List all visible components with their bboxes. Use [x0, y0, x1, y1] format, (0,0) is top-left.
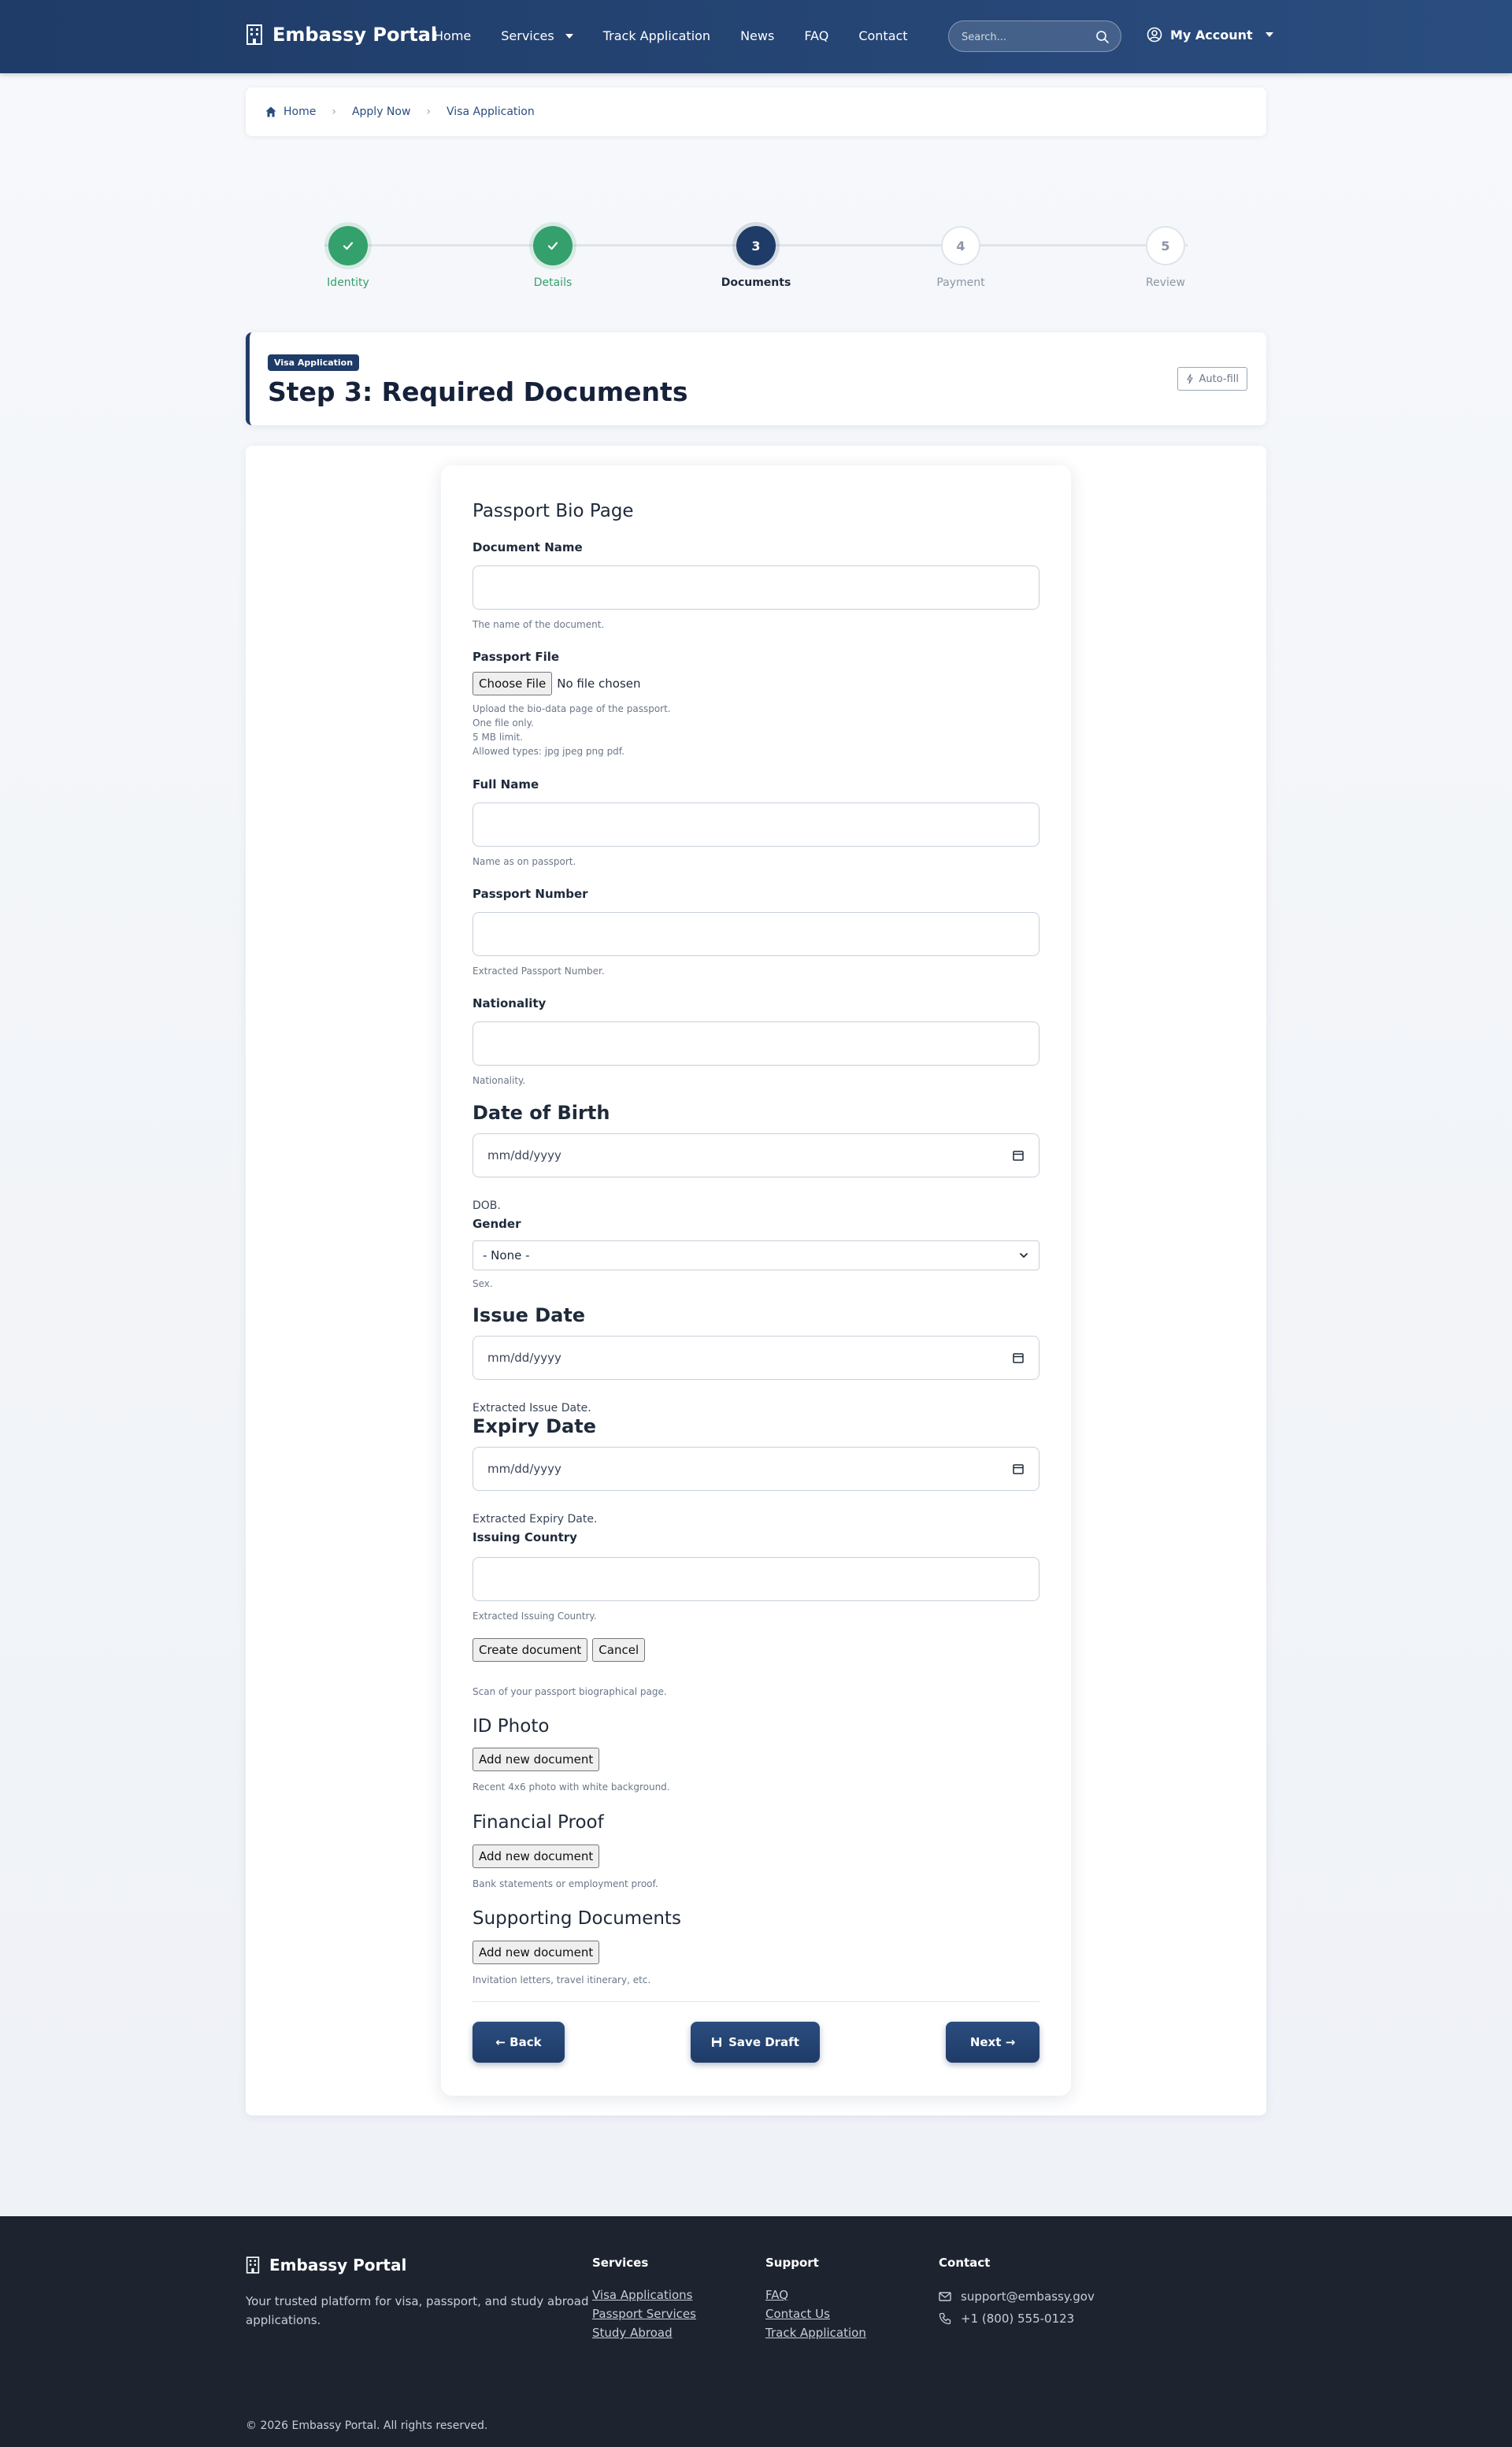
id-photo-title: ID Photo: [472, 1716, 550, 1737]
home-icon: [265, 106, 277, 118]
passport-description: Scan of your passport biographical page.: [472, 1686, 667, 1697]
footer-services: [592, 2256, 696, 2342]
document-form: [441, 465, 1071, 2096]
supporting-documents-title: Supporting Documents: [472, 1908, 681, 1929]
form-divider: [472, 2001, 1040, 2002]
nav-news[interactable]: News: [740, 28, 775, 43]
dob-help: DOB.: [472, 1199, 501, 1212]
search-input[interactable]: [962, 29, 1095, 45]
passport-number-input[interactable]: [472, 912, 1040, 956]
help-line: 5 MB limit.: [472, 732, 524, 743]
footer-support-title: Support: [765, 2256, 819, 2270]
issue-date-help: Extracted Issue Date.: [472, 1402, 591, 1414]
footer-services-title: Services: [592, 2256, 649, 2270]
choose-file-button[interactable]: Choose File: [472, 672, 552, 695]
dob-placeholder: mm/dd/yyyy: [487, 1148, 561, 1162]
page-title: Step 3: Required Documents: [268, 376, 688, 407]
nav-track-application[interactable]: Track Application: [602, 28, 711, 43]
add-financial-proof-button[interactable]: Add new document: [472, 1845, 599, 1868]
main-nav: [434, 28, 938, 43]
financial-proof-help: Bank statements or employment proof.: [472, 1878, 658, 1889]
nationality-help: Nationality.: [472, 1075, 526, 1086]
footer-link-study-abroad[interactable]: Study Abroad: [592, 2326, 673, 2340]
issue-date-placeholder: mm/dd/yyyy: [487, 1351, 561, 1365]
breadcrumb-visa-application: Visa Application: [447, 106, 535, 118]
footer-copyright: © 2026 Embassy Portal. All rights reserved.: [246, 2419, 488, 2432]
step-review[interactable]: [1118, 226, 1213, 289]
step-label: Payment: [936, 276, 985, 289]
gender-selected-value: - None -: [483, 1248, 530, 1262]
back-button[interactable]: ← Back: [472, 2022, 565, 2063]
id-photo-help: Recent 4x6 photo with white background.: [472, 1781, 670, 1793]
full-name-label: Full Name: [472, 777, 539, 792]
dob-label: Date of Birth: [472, 1102, 610, 1124]
supporting-documents-help: Invitation letters, travel itinerary, etc.: [472, 1974, 651, 1985]
building-icon: [246, 2256, 260, 2274]
phone-icon: [939, 2312, 951, 2325]
brand-name: Embassy Portal: [272, 24, 438, 46]
expiry-date-label: Expiry Date: [472, 1415, 596, 1437]
document-actions: [472, 1638, 645, 1662]
passport-number-label: Passport Number: [472, 887, 588, 901]
gender-select[interactable]: [472, 1240, 1040, 1270]
step-documents[interactable]: [709, 226, 803, 289]
content-card: [246, 446, 1266, 2115]
breadcrumb-separator: ›: [332, 106, 336, 118]
file-status: No file chosen: [557, 677, 641, 691]
caret-down-icon: [565, 34, 573, 39]
calendar-icon[interactable]: [1012, 1351, 1025, 1364]
check-icon: [533, 226, 573, 265]
issuing-country-help: Extracted Issuing Country.: [472, 1611, 597, 1622]
site-footer: [0, 2216, 1512, 2447]
step-label: Details: [533, 276, 573, 289]
breadcrumb-apply-now[interactable]: Apply Now: [351, 106, 411, 118]
step-number: 3: [736, 226, 776, 265]
account-label: My Account: [1170, 27, 1253, 43]
step-identity[interactable]: [301, 226, 395, 289]
footer-brand: [246, 2256, 406, 2275]
step-label: Review: [1146, 276, 1185, 289]
footer-description: Your trusted platform for visa, passport, and study abroad applications.: [246, 2294, 589, 2327]
passport-file-help: [472, 702, 671, 758]
step-label: Documents: [721, 276, 791, 289]
breadcrumb: [246, 87, 1266, 136]
help-line: One file only.: [472, 717, 534, 729]
nav-home[interactable]: Home: [434, 28, 472, 43]
expiry-date-help: Extracted Expiry Date.: [472, 1513, 598, 1526]
footer-link-track-application[interactable]: Track Application: [765, 2326, 866, 2340]
footer-support: [765, 2256, 866, 2342]
calendar-icon[interactable]: [1012, 1463, 1025, 1475]
nav-faq[interactable]: FAQ: [804, 28, 829, 43]
financial-proof-title: Financial Proof: [472, 1812, 604, 1833]
full-name-help: Name as on passport.: [472, 856, 576, 867]
building-icon: [246, 24, 263, 45]
passport-section-title: Passport Bio Page: [472, 501, 634, 521]
help-line: Allowed types: jpg jpeg png pdf.: [472, 746, 624, 757]
next-button[interactable]: Next →: [946, 2022, 1040, 2063]
progress-stepper: [246, 221, 1266, 299]
passport-file-input: [472, 672, 641, 695]
issuing-country-input[interactable]: [472, 1557, 1040, 1601]
passport-number-help: Extracted Passport Number.: [472, 966, 605, 977]
autofill-button[interactable]: [1177, 367, 1247, 391]
footer-link-visa-applications[interactable]: Visa Applications: [592, 2288, 693, 2302]
step-number: 4: [941, 226, 980, 265]
step-details[interactable]: [506, 226, 600, 289]
breadcrumb-separator: ›: [426, 106, 432, 118]
footer-link-faq[interactable]: FAQ: [765, 2288, 789, 2302]
envelope-icon: [939, 2292, 951, 2301]
status-badge: Visa Application: [268, 354, 359, 371]
nav-services[interactable]: [501, 28, 573, 43]
step-number: 5: [1146, 226, 1185, 265]
help-line: Upload the bio-data page of the passport.: [472, 703, 671, 714]
full-name-input[interactable]: [472, 803, 1040, 847]
gender-help: Sex.: [472, 1278, 493, 1289]
footer-phone-text: +1 (800) 555-0123: [961, 2312, 1075, 2326]
document-name-help: The name of the document.: [472, 619, 605, 630]
footer-email: [939, 2286, 1095, 2308]
nav-contact[interactable]: Contact: [858, 28, 908, 43]
issue-date-input[interactable]: [472, 1336, 1040, 1380]
save-icon: [711, 2037, 722, 2048]
nationality-label: Nationality: [472, 996, 547, 1010]
save-draft-button[interactable]: [691, 2022, 820, 2063]
check-icon: [328, 226, 368, 265]
brand-link[interactable]: [246, 24, 437, 46]
document-name-input[interactable]: [472, 565, 1040, 610]
gender-label: Gender: [472, 1217, 521, 1231]
create-document-button[interactable]: Create document: [472, 1638, 587, 1662]
lightning-icon: [1186, 373, 1194, 384]
page-header: [246, 332, 1266, 425]
document-name-label: Document Name: [472, 540, 583, 554]
footer-brand-name: Embassy Portal: [269, 2256, 407, 2275]
footer-link-passport-services[interactable]: Passport Services: [592, 2307, 696, 2321]
step-payment[interactable]: [914, 226, 1008, 289]
calendar-icon[interactable]: [1012, 1149, 1025, 1162]
expiry-date-input[interactable]: [472, 1447, 1040, 1491]
add-supporting-documents-button[interactable]: Add new document: [472, 1941, 599, 1964]
dob-input[interactable]: [472, 1133, 1040, 1177]
step-label: Identity: [327, 276, 369, 289]
account-menu[interactable]: [1147, 27, 1273, 43]
issue-date-label: Issue Date: [472, 1304, 586, 1326]
footer-contact-title: Contact: [939, 2256, 991, 2270]
passport-file-label: Passport File: [472, 650, 560, 664]
nav-services-label: Services: [501, 28, 554, 43]
user-circle-icon: [1147, 27, 1162, 43]
footer-contact: [939, 2256, 1095, 2330]
caret-down-icon: [1266, 32, 1273, 37]
breadcrumb-home-label: Home: [284, 106, 317, 118]
nationality-input[interactable]: [472, 1021, 1040, 1066]
search-icon[interactable]: [1095, 30, 1110, 44]
chevron-down-icon: [1018, 1250, 1029, 1261]
save-draft-label: Save Draft: [728, 2035, 799, 2049]
add-id-photo-button[interactable]: Add new document: [472, 1748, 599, 1771]
footer-link-contact-us[interactable]: Contact Us: [765, 2307, 830, 2321]
footer-email-text: support@embassy.gov: [961, 2289, 1095, 2304]
breadcrumb-home[interactable]: [265, 106, 316, 118]
top-navbar: [0, 0, 1512, 73]
autofill-label: Auto-fill: [1199, 373, 1239, 385]
issuing-country-label: Issuing Country: [472, 1530, 577, 1544]
expiry-date-placeholder: mm/dd/yyyy: [487, 1462, 561, 1476]
cancel-button[interactable]: Cancel: [592, 1638, 645, 1662]
footer-phone: [939, 2308, 1095, 2330]
search-box: [948, 20, 1121, 52]
